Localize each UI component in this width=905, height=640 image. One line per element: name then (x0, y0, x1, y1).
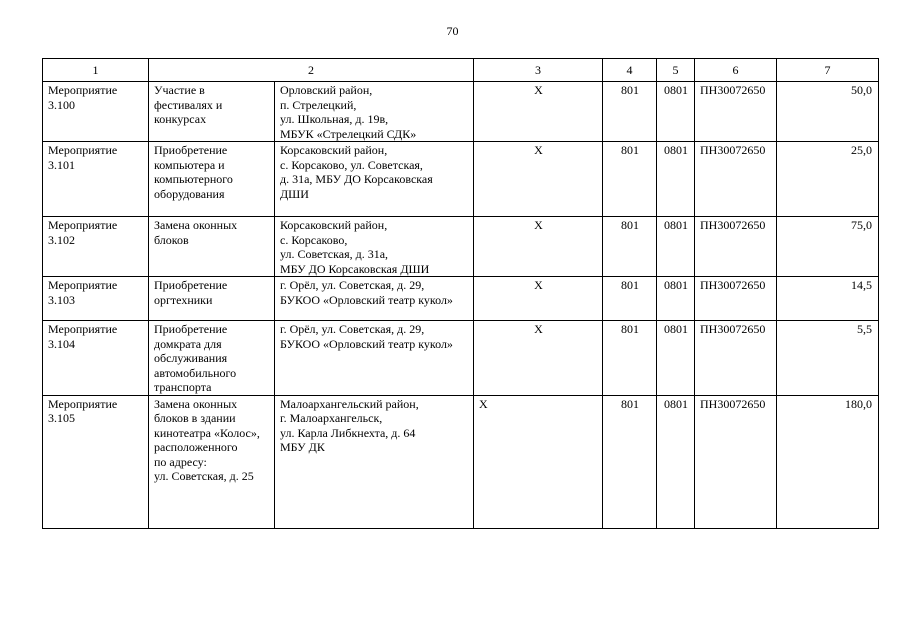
location-cell: Малоархангельский район, г. Малоархангельск, ул. Карла Либкнехта, д. 64 МБУ ДК (275, 395, 474, 528)
table-row (43, 82, 879, 142)
col6-cell: ПН30072650 (695, 142, 777, 217)
description-cell: Замена оконных блоков в здании кинотеатра «Колос», расположенного по адресу: ул. Советская, д. 25 (149, 395, 275, 528)
measure-cell: Мероприятие 3.105 (43, 395, 149, 528)
col4-cell: 801 (603, 142, 657, 217)
col3-cell: X (474, 142, 603, 217)
table-row (43, 142, 879, 217)
location-cell: Орловский район, п. Стрелецкий, ул. Школьная, д. 19в, МБУК «Стрелецкий СДК» (275, 82, 474, 142)
col5-cell: 0801 (657, 395, 695, 528)
measure-cell: Мероприятие 3.102 (43, 217, 149, 277)
page-number: 70 (446, 24, 459, 38)
col5-cell: 0801 (657, 321, 695, 396)
col3-cell: X (474, 82, 603, 142)
table-row (43, 217, 879, 277)
header-cell-4: 4 (603, 59, 657, 82)
col6-cell: ПН30072650 (695, 277, 777, 321)
col6-cell: ПН30072650 (695, 395, 777, 528)
col6-cell: ПН30072650 (695, 321, 777, 396)
col7-cell: 5,5 (777, 321, 879, 396)
header-cell-3: 3 (474, 59, 603, 82)
col4-cell: 801 (603, 82, 657, 142)
description-cell: Участие в фестивалях и конкурсах (149, 82, 275, 142)
col6-cell: ПН30072650 (695, 82, 777, 142)
header-cell-7: 7 (777, 59, 879, 82)
col3-cell: X (474, 395, 603, 528)
header-row (43, 59, 879, 82)
location-cell: г. Орёл, ул. Советская, д. 29, БУКОО «Орловский театр кукол» (275, 321, 474, 396)
measure-cell: Мероприятие 3.103 (43, 277, 149, 321)
col5-cell: 0801 (657, 82, 695, 142)
col3-cell: X (474, 217, 603, 277)
location-cell: Корсаковский район, с. Корсаково, ул. Советская, д. 31а, МБУ ДО Корсаковская ДШИ (275, 142, 474, 217)
col5-cell: 0801 (657, 217, 695, 277)
col4-cell: 801 (603, 277, 657, 321)
header-cell-6: 6 (695, 59, 777, 82)
col7-cell: 14,5 (777, 277, 879, 321)
col7-cell: 25,0 (777, 142, 879, 217)
col4-cell: 801 (603, 321, 657, 396)
description-cell: Приобретение компьютера и компьютерного оборудования (149, 142, 275, 217)
col3-cell: X (474, 321, 603, 396)
measure-cell: Мероприятие 3.101 (43, 142, 149, 217)
header-cell-1: 1 (43, 59, 149, 82)
description-cell: Замена оконных блоков (149, 217, 275, 277)
location-cell: Корсаковский район, с. Корсаково, ул. Советская, д. 31а, МБУ ДО Корсаковская ДШИ (275, 217, 474, 277)
col7-cell: 75,0 (777, 217, 879, 277)
col5-cell: 0801 (657, 142, 695, 217)
description-cell: Приобретение домкрата для обслуживания автомобильного транспорта (149, 321, 275, 396)
table-row (43, 395, 879, 528)
measure-cell: Мероприятие 3.100 (43, 82, 149, 142)
col7-cell: 50,0 (777, 82, 879, 142)
col6-cell: ПН30072650 (695, 217, 777, 277)
measures-table (42, 58, 879, 529)
table-row (43, 321, 879, 396)
col3-cell: X (474, 277, 603, 321)
table-row (43, 277, 879, 321)
col4-cell: 801 (603, 395, 657, 528)
header-cell-5: 5 (657, 59, 695, 82)
col5-cell: 0801 (657, 277, 695, 321)
col4-cell: 801 (603, 217, 657, 277)
header-cell-2: 2 (149, 59, 474, 82)
measure-cell: Мероприятие 3.104 (43, 321, 149, 396)
description-cell: Приобретение оргтехники (149, 277, 275, 321)
location-cell: г. Орёл, ул. Советская, д. 29, БУКОО «Орловский театр кукол» (275, 277, 474, 321)
col7-cell: 180,0 (777, 395, 879, 528)
